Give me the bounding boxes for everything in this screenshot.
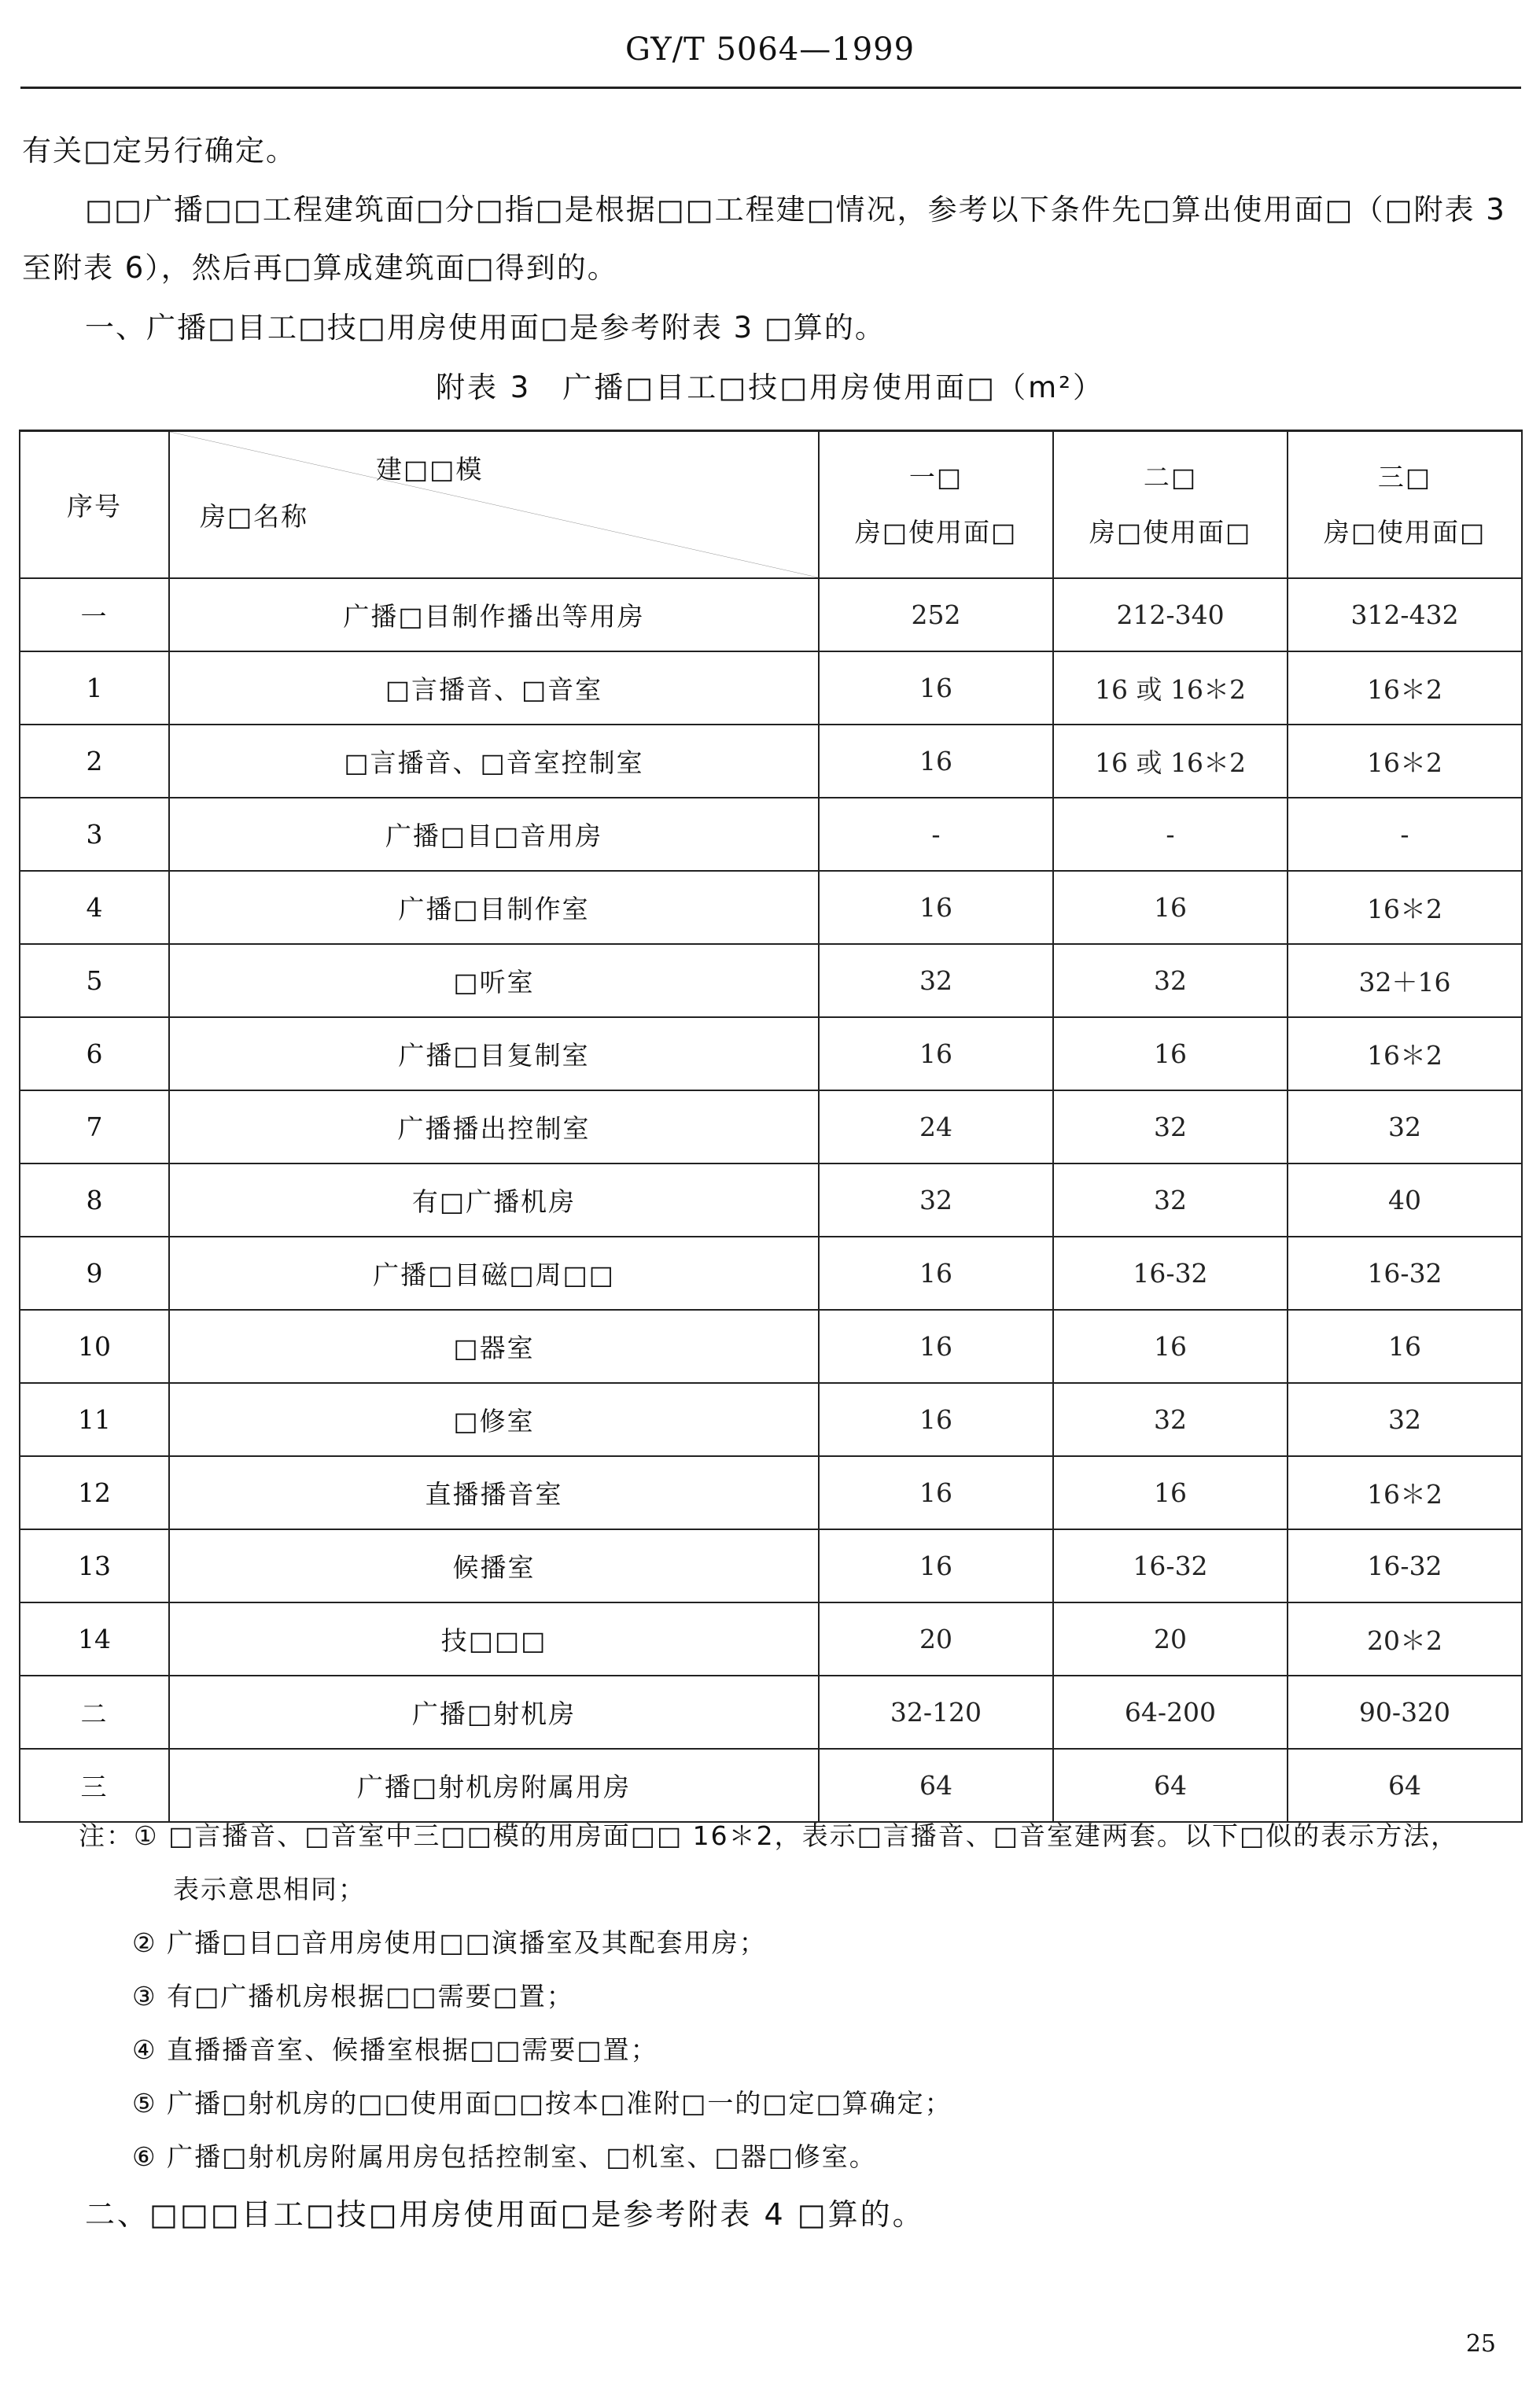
area-table — [19, 430, 1523, 1823]
row-value-level-1: 32-120 — [819, 1676, 1053, 1749]
row-room-name: 广播□目制作室 — [169, 871, 819, 944]
level-1-grade: 一□ — [908, 461, 963, 492]
row-value-level-3: 16＊2 — [1288, 871, 1522, 944]
header-level-2 — [1053, 431, 1288, 579]
row-value-level-3: 90-320 — [1288, 1676, 1522, 1749]
row-value-level-1: 16 — [819, 1383, 1053, 1456]
row-seq: 12 — [20, 1456, 169, 1529]
row-seq: 5 — [20, 944, 169, 1017]
row-room-name: 候播室 — [169, 1529, 819, 1602]
note-6: ⑥ 广播□射机房附属用房包括控制室、□机室、□器□修室。 — [132, 2141, 877, 2172]
row-value-level-2: 32 — [1053, 1163, 1288, 1237]
row-value-level-2: 16-32 — [1053, 1237, 1288, 1310]
row-value-level-1: - — [819, 798, 1053, 871]
note-1-continuation: 表示意思相同； — [173, 1874, 366, 1905]
row-value-level-2: 16 — [1053, 1456, 1288, 1529]
table-row — [20, 1676, 1522, 1749]
level-3-grade: 三□ — [1377, 461, 1432, 492]
row-value-level-1: 32 — [819, 1163, 1053, 1237]
row-value-level-3: 32 — [1288, 1383, 1522, 1456]
table-row — [20, 1602, 1522, 1676]
row-value-level-3: 32＋16 — [1288, 944, 1522, 1017]
header-level-3 — [1288, 431, 1522, 579]
note-2: ② 广播□目□音用房使用□□演播室及其配套用房； — [132, 1927, 767, 1958]
row-room-name: □听室 — [169, 944, 819, 1017]
row-value-level-1: 16 — [819, 871, 1053, 944]
table-row — [20, 1090, 1522, 1163]
row-room-name: 广播播出控制室 — [169, 1090, 819, 1163]
section-2-heading: 二、□□□目工□技□用房使用面□是参考附表 4 □算的。 — [85, 2197, 925, 2232]
row-value-level-3: - — [1288, 798, 1522, 871]
row-value-level-1: 16 — [819, 1456, 1053, 1529]
row-value-level-2: - — [1053, 798, 1288, 871]
header-level-1 — [819, 431, 1053, 579]
row-value-level-3: 16＊2 — [1288, 651, 1522, 725]
row-seq: 1 — [20, 651, 169, 725]
row-room-name: 技□□□ — [169, 1602, 819, 1676]
row-value-level-2: 16 — [1053, 1310, 1288, 1383]
row-value-level-1: 16 — [819, 1529, 1053, 1602]
row-value-level-2: 16 — [1053, 1017, 1288, 1090]
note-3: ③ 有□广播机房根据□□需要□置； — [132, 1981, 574, 2012]
level-3-sub: 房□使用面□ — [1323, 516, 1487, 548]
header-scale-label: 建□□模 — [376, 454, 484, 485]
level-2-grade: 二□ — [1143, 461, 1198, 492]
row-room-name: □器室 — [169, 1310, 819, 1383]
row-seq: 8 — [20, 1163, 169, 1237]
row-value-level-2: 64 — [1053, 1749, 1288, 1822]
document-header: GY/T 5064—1999 — [624, 31, 916, 68]
row-value-level-3: 16＊2 — [1288, 1456, 1522, 1529]
row-seq: 10 — [20, 1310, 169, 1383]
row-seq: 7 — [20, 1090, 169, 1163]
row-value-level-2: 16 或 16＊2 — [1053, 651, 1288, 725]
table-row — [20, 1310, 1522, 1383]
table-row — [20, 798, 1522, 871]
row-seq: 4 — [20, 871, 169, 944]
row-room-name: □言播音、□音室 — [169, 651, 819, 725]
row-value-level-3: 16 — [1288, 1310, 1522, 1383]
row-room-name: 有□广播机房 — [169, 1163, 819, 1237]
row-value-level-1: 24 — [819, 1090, 1053, 1163]
header-seq: 序号 — [20, 431, 169, 579]
table-row — [20, 651, 1522, 725]
row-value-level-2: 16 — [1053, 871, 1288, 944]
row-seq: 14 — [20, 1602, 169, 1676]
note-1: 注：① □言播音、□音室中三□□模的用房面□□ 16＊2，表示□言播音、□音室建两套。以下□似的表示方法， — [79, 1820, 1459, 1851]
row-value-level-1: 16 — [819, 1237, 1053, 1310]
row-room-name: □言播音、□音室控制室 — [169, 725, 819, 798]
row-room-name: 广播□目制作播出等用房 — [169, 578, 819, 651]
table-header-row — [20, 431, 1522, 579]
row-room-name: 广播□目磁□周□□ — [169, 1237, 819, 1310]
row-value-level-1: 16 — [819, 1310, 1053, 1383]
row-value-level-3: 32 — [1288, 1090, 1522, 1163]
row-value-level-2: 16 或 16＊2 — [1053, 725, 1288, 798]
table-title: 附表 3 广播□目工□技□用房使用面□（m²） — [435, 371, 1104, 404]
paragraph-3: 一、广播□目工□技□用房使用面□是参考附表 3 □算的。 — [85, 311, 886, 345]
row-value-level-1: 16 — [819, 1017, 1053, 1090]
row-seq: 9 — [20, 1237, 169, 1310]
row-room-name: 广播□射机房附属用房 — [169, 1749, 819, 1822]
table-row — [20, 1017, 1522, 1090]
row-value-level-2: 212-340 — [1053, 578, 1288, 651]
note-5: ⑤ 广播□射机房的□□使用面□□按本□准附□一的□定□算确定； — [132, 2088, 952, 2119]
page-number: 25 — [1465, 2330, 1496, 2358]
row-seq: 6 — [20, 1017, 169, 1090]
note-4: ④ 直播播音室、候播室根据□□需要□置； — [132, 2034, 658, 2065]
table-row — [20, 1456, 1522, 1529]
row-room-name: □修室 — [169, 1383, 819, 1456]
row-value-level-2: 20 — [1053, 1602, 1288, 1676]
row-value-level-2: 64-200 — [1053, 1676, 1288, 1749]
row-seq: 三 — [20, 1749, 169, 1822]
row-value-level-3: 16-32 — [1288, 1237, 1522, 1310]
row-value-level-1: 32 — [819, 944, 1053, 1017]
row-seq: 2 — [20, 725, 169, 798]
table-row — [20, 1529, 1522, 1602]
table-row — [20, 1163, 1522, 1237]
table-row — [20, 871, 1522, 944]
row-value-level-1: 64 — [819, 1749, 1053, 1822]
paragraph-1: 有关□定另行确定。 — [22, 134, 297, 168]
row-room-name: 广播□目□音用房 — [169, 798, 819, 871]
row-value-level-3: 20＊2 — [1288, 1602, 1522, 1676]
row-value-level-1: 252 — [819, 578, 1053, 651]
header-room-name-label: 房□名称 — [200, 501, 309, 532]
row-value-level-2: 32 — [1053, 1090, 1288, 1163]
row-value-level-2: 32 — [1053, 1383, 1288, 1456]
row-value-level-1: 20 — [819, 1602, 1053, 1676]
table-notes — [79, 1809, 1526, 2184]
row-value-level-3: 16＊2 — [1288, 1017, 1522, 1090]
level-2-sub: 房□使用面□ — [1089, 516, 1252, 548]
row-seq: 3 — [20, 798, 169, 871]
header-diagonal-cell — [169, 431, 819, 579]
row-seq: 二 — [20, 1676, 169, 1749]
row-value-level-3: 16-32 — [1288, 1529, 1522, 1602]
row-seq: 13 — [20, 1529, 169, 1602]
row-room-name: 直播播音室 — [169, 1456, 819, 1529]
row-value-level-2: 16-32 — [1053, 1529, 1288, 1602]
table-row — [20, 1237, 1522, 1310]
row-value-level-2: 32 — [1053, 944, 1288, 1017]
row-value-level-3: 312-432 — [1288, 578, 1522, 651]
row-seq: 一 — [20, 578, 169, 651]
row-value-level-3: 16＊2 — [1288, 725, 1522, 798]
paragraph-2: □□广播□□工程建筑面□分□指□是根据□□工程建□情况，参考以下条件先□算出使用面□（□附表 3 至附表 6），然后再□算成建筑面□得到的。 — [22, 193, 1506, 285]
row-value-level-3: 64 — [1288, 1749, 1522, 1822]
table-row — [20, 944, 1522, 1017]
row-room-name: 广播□射机房 — [169, 1676, 819, 1749]
row-seq: 11 — [20, 1383, 169, 1456]
table-row — [20, 725, 1522, 798]
row-room-name: 广播□目复制室 — [169, 1017, 819, 1090]
row-value-level-1: 16 — [819, 651, 1053, 725]
row-value-level-3: 40 — [1288, 1163, 1522, 1237]
table-row — [20, 1383, 1522, 1456]
header-rule — [20, 87, 1521, 89]
table-row — [20, 578, 1522, 651]
level-1-sub: 房□使用面□ — [854, 516, 1018, 548]
row-value-level-1: 16 — [819, 725, 1053, 798]
